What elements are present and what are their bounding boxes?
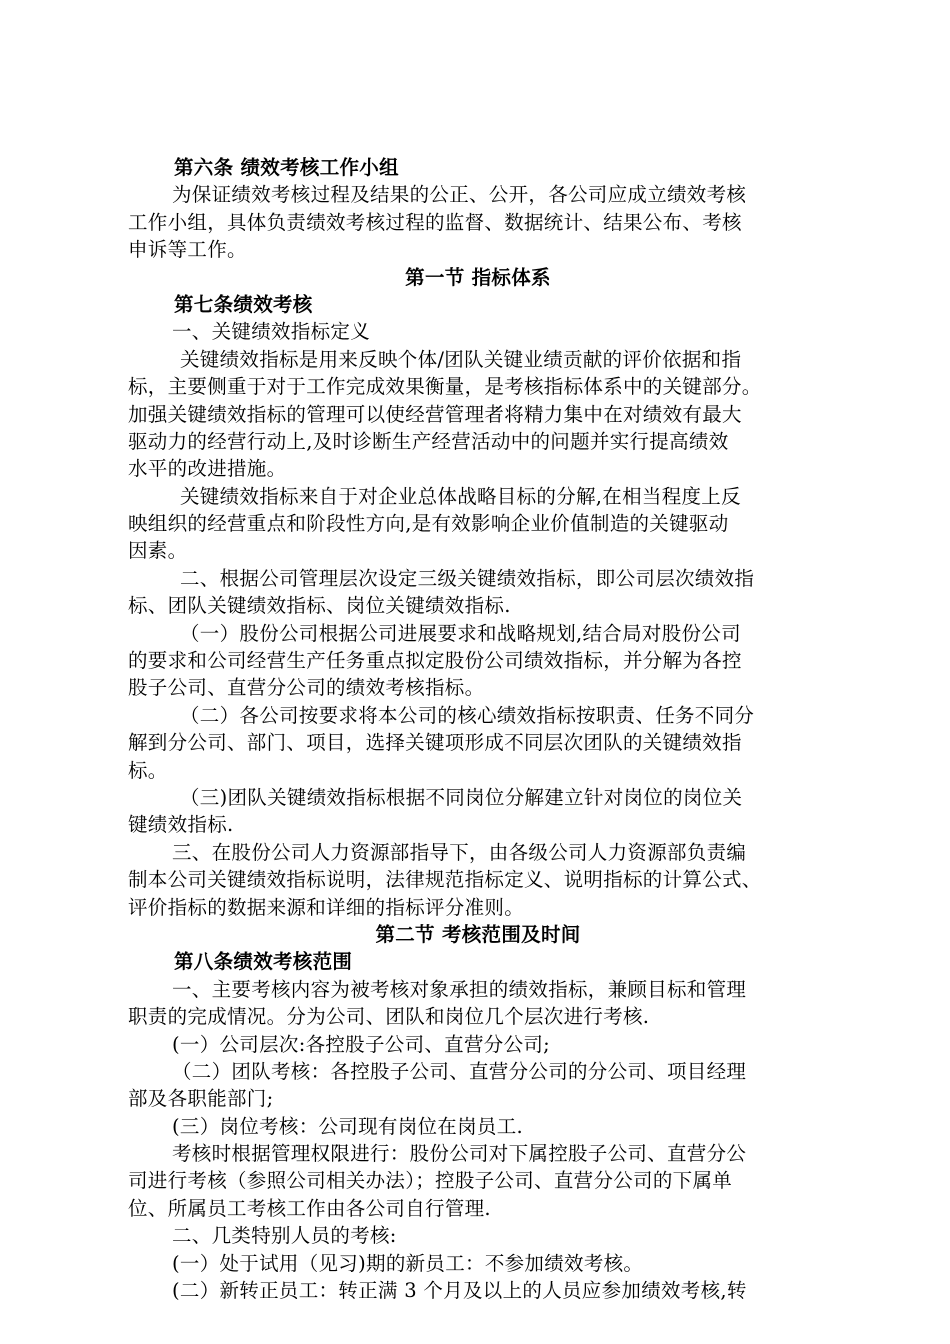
paragraph-line: 位、所属员工考核工作由各公司自行管理. <box>128 1196 491 1220</box>
paragraph-line: 考核时根据管理权限进行：股份公司对下属控股子公司、直营分公 <box>172 1142 747 1166</box>
paragraph-line: 申诉等工作。 <box>128 238 247 262</box>
paragraph-line: 司进行考核（参照公司相关办法）；控股子公司、直营分公司的下属单 <box>128 1169 733 1193</box>
paragraph-line: 一、主要考核内容为被考核对象承担的绩效指标，兼顾目标和管理 <box>172 977 747 1001</box>
paragraph-line: （二）团队考核：各控股子公司、直营分公司的分公司、项目经理 <box>172 1059 747 1083</box>
paragraph-line: 标、团队关键绩效指标、岗位关键绩效指标. <box>128 594 511 618</box>
paragraph-line: 职责的完成情况。分为公司、团队和岗位几个层次进行考核. <box>128 1005 650 1029</box>
paragraph-line: 三、在股份公司人力资源部指导下，由各级公司人力资源部负责编 <box>172 840 747 864</box>
paragraph-line: 制本公司关键绩效指标说明，法律规范指标定义、说明指标的计算公式、 <box>128 868 762 892</box>
paragraph-line: (一）公司层次:各控股子公司、直营分公司; <box>172 1032 551 1056</box>
paragraph-line: 二、几类特别人员的考核: <box>172 1224 397 1248</box>
document-body <box>128 154 828 1304</box>
paragraph-line: 部及各职能部门; <box>128 1087 274 1111</box>
paragraph-line: 解到分公司、部门、项目，选择关键项形成不同层次团队的关键绩效指 <box>128 731 742 755</box>
paragraph-line: (三）岗位考核：公司现有岗位在岗员工. <box>172 1114 524 1138</box>
paragraph-line: 为保证绩效考核过程及结果的公正、公开，各公司应成立绩效考核 <box>172 183 747 207</box>
paragraph-line: 标。 <box>128 758 168 782</box>
paragraph-line: 标，主要侧重于对于工作完成效果衡量，是考核指标体系中的关键部分。 <box>128 375 762 399</box>
paragraph-line: 关键绩效指标是用来反映个体/团队关键业绩贡献的评价依据和指 <box>180 347 742 371</box>
paragraph-line: (二）新转正员工：转正满 3 个月及以上的人员应参加绩效考核,转 <box>172 1279 747 1303</box>
paragraph-line: 关键绩效指标来自于对企业总体战略目标的分解,在相当程度上反 <box>180 484 741 508</box>
paragraph-line: 工作小组，具体负责绩效考核过程的监督、数据统计、结果公布、考核 <box>128 210 742 234</box>
paragraph-line: 键绩效指标. <box>128 813 234 837</box>
paragraph-line: （二）各公司按要求将本公司的核心绩效指标按职责、任务不同分 <box>180 703 755 727</box>
paragraph-line: 的要求和公司经营生产任务重点拟定股份公司绩效指标，并分解为各控 <box>128 649 742 673</box>
section-1-heading: 第一节 指标体系 <box>405 265 551 289</box>
paragraph-line: 加强关键绩效指标的管理可以使经营管理者将精力集中在对绩效有最大 <box>128 402 742 426</box>
paragraph-line: 映组织的经营重点和阶段性方向,是有效影响企业价值制造的关键驱动 <box>128 512 729 536</box>
article-7-heading: 第七条绩效考核 <box>174 292 313 316</box>
paragraph-line: 股子公司、直营分公司的绩效考核指标。 <box>128 676 485 700</box>
paragraph-line: 一、关键绩效指标定义 <box>172 320 371 344</box>
section-2-heading: 第二节 考核范围及时间 <box>375 922 581 946</box>
paragraph-line: (一）处于试用（见习)期的新员工：不参加绩效考核。 <box>172 1251 644 1275</box>
article-8-heading: 第八条绩效考核范围 <box>174 950 353 974</box>
paragraph-line: 评价指标的数据来源和详细的指标评分准则。 <box>128 895 525 919</box>
paragraph-line: （一）股份公司根据公司进展要求和战略规划,结合局对股份公司 <box>180 621 741 645</box>
paragraph-line: 驱动力的经营行动上,及时诊断生产经营活动中的问题并实行提高绩效 <box>128 429 729 453</box>
paragraph-line: 二、根据公司管理层次设定三级关键绩效指标，即公司层次绩效指 <box>180 566 755 590</box>
paragraph-line: 水平的改进措施。 <box>128 457 287 481</box>
article-6-heading: 第六条 绩效考核工作小组 <box>174 156 399 179</box>
paragraph-line: 因素。 <box>128 539 188 563</box>
paragraph-line: （三)团队关键绩效指标根据不同岗位分解建立针对岗位的岗位关 <box>180 785 743 809</box>
